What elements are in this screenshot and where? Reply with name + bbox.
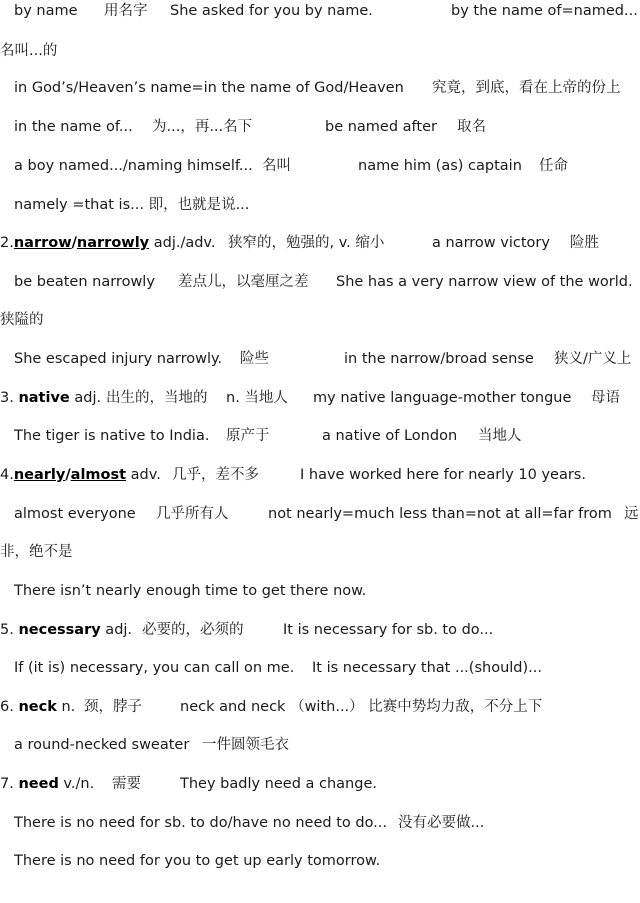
entry-heading-line	[0, 774, 640, 794]
entry-headword	[0, 620, 132, 640]
text-segment: my native language-mother tongue	[313, 390, 572, 406]
headword: narrow	[13, 235, 72, 251]
text-segment: 几乎所有人	[156, 506, 229, 522]
text-segment: 一件圆领毛衣	[202, 737, 289, 753]
entry-heading-line	[0, 697, 640, 717]
text-line	[0, 156, 640, 176]
text-segment: 颈，脖子	[84, 699, 142, 715]
text-segment: They badly need a change.	[180, 776, 377, 792]
entry-headword	[0, 388, 101, 408]
text-segment: 险胜	[570, 235, 599, 251]
text-segment: 差点儿，以毫厘之差	[178, 274, 309, 290]
text-segment: n. 当地人	[226, 390, 288, 406]
text-segment: She asked for you by name.	[170, 3, 373, 19]
headword: native	[18, 390, 70, 406]
part-of-speech: v./n.	[58, 776, 95, 792]
text-segment: a boy named.../naming himself...	[14, 158, 253, 174]
text-line	[0, 1, 640, 21]
text-line	[0, 310, 640, 330]
text-line	[0, 78, 640, 98]
text-line	[0, 195, 640, 215]
text-segment: a round-necked sweater	[14, 737, 190, 753]
text-segment: namely =that is... 即，也就是说...	[14, 197, 250, 213]
entry-headword: 2.narrow/narrowly adj./adv.	[0, 235, 216, 251]
text-segment: in God’s/Heaven’s name=in the name of God/Heaven	[14, 80, 404, 96]
text-line	[0, 658, 640, 678]
text-segment: 非，绝不是	[0, 544, 73, 560]
text-segment: 名叫...的	[0, 43, 58, 59]
entry-number: 2.	[0, 235, 14, 251]
text-segment: by name	[14, 3, 78, 19]
text-segment: be beaten narrowly	[14, 274, 155, 290]
text-segment: 母语	[591, 390, 620, 406]
text-segment: 为...，再...名下	[152, 119, 253, 135]
text-segment: not nearly=much less than=not at all=far from	[268, 506, 612, 522]
text-line	[0, 735, 640, 755]
text-segment: I have worked here for nearly 10 years.	[300, 467, 586, 483]
entry-heading-line	[0, 620, 640, 640]
text-segment: 名叫	[262, 158, 291, 174]
text-segment: 没有必要做...	[398, 815, 485, 831]
text-segment: by the name of=named...	[451, 3, 638, 19]
text-segment: 远	[624, 506, 639, 522]
entry-heading-line	[0, 465, 640, 485]
text-segment: in the name of...	[14, 119, 133, 135]
entry-headword	[0, 774, 94, 794]
text-segment: The tiger is native to India.	[14, 428, 210, 444]
entry-headword: 4.nearly/almost adv.	[0, 467, 161, 483]
text-segment: 原产于	[226, 428, 270, 444]
text-segment: 险些	[240, 351, 269, 367]
headword: neck	[18, 699, 57, 715]
entry-number: 4.	[0, 467, 14, 483]
text-segment: name him (as) captain	[358, 158, 522, 174]
headword: necessary	[18, 622, 101, 638]
entry-number: 5.	[0, 622, 19, 638]
text-segment: a native of London	[322, 428, 458, 444]
text-line	[0, 117, 640, 137]
text-segment: 狭隘的	[0, 312, 44, 328]
text-segment: neck and neck （with...） 比赛中势均力敌，不分上下	[180, 699, 543, 715]
text-segment: 几乎，差不多	[172, 467, 259, 483]
text-segment: 狭窄的，勉强的, v. 缩小	[228, 235, 385, 251]
text-segment: 当地人	[478, 428, 522, 444]
headword: nearly	[13, 467, 66, 483]
text-line	[0, 504, 640, 524]
headword: need	[18, 776, 59, 792]
text-line	[0, 813, 640, 833]
part-of-speech: adj.	[100, 622, 133, 638]
text-line	[0, 542, 640, 562]
text-segment: 取名	[457, 119, 486, 135]
text-segment: There is no need for sb. to do/have no need to do...	[14, 815, 388, 831]
text-segment: 用名字	[104, 3, 148, 19]
entry-heading-line	[0, 233, 640, 253]
text-segment: 必要的，必须的	[142, 622, 244, 638]
entry-heading-line	[0, 388, 640, 408]
headword: almost	[70, 467, 127, 483]
entry-number: 3.	[0, 390, 19, 406]
text-line	[0, 41, 640, 61]
text-segment: She escaped injury narrowly.	[14, 351, 223, 367]
text-segment: a narrow victory	[432, 235, 550, 251]
part-of-speech: adj./adv.	[149, 235, 216, 251]
part-of-speech: n.	[56, 699, 76, 715]
text-line	[0, 851, 640, 871]
text-segment: There isn’t nearly enough time to get there now.	[14, 583, 367, 599]
text-segment: 狭义/广义上	[554, 351, 632, 367]
entry-headword	[0, 697, 75, 717]
text-segment: 出生的，当地的	[106, 390, 208, 406]
text-segment: 需要	[112, 776, 141, 792]
text-segment: be named after	[325, 119, 437, 135]
text-segment: If (it is) necessary, you can call on me.	[14, 660, 295, 676]
text-segment: 任命	[539, 158, 568, 174]
headword: narrowly	[76, 235, 150, 251]
part-of-speech: adj.	[69, 390, 102, 406]
text-segment: She has a very narrow view of the world.	[336, 274, 633, 290]
part-of-speech: adv.	[126, 467, 161, 483]
text-segment: 究竟，到底，看在上帝的份上	[432, 80, 621, 96]
text-segment: in the narrow/broad sense	[344, 351, 534, 367]
text-segment: almost everyone	[14, 506, 136, 522]
text-line	[0, 426, 640, 446]
entry-number: 7.	[0, 776, 19, 792]
text-segment: It is necessary for sb. to do...	[283, 622, 494, 638]
text-line	[0, 349, 640, 369]
text-line	[0, 581, 640, 601]
text-line	[0, 272, 640, 292]
entry-number: 6.	[0, 699, 19, 715]
text-segment: There is no need for you to get up early tomorrow.	[14, 853, 381, 869]
text-segment: It is necessary that ...(should)...	[312, 660, 542, 676]
